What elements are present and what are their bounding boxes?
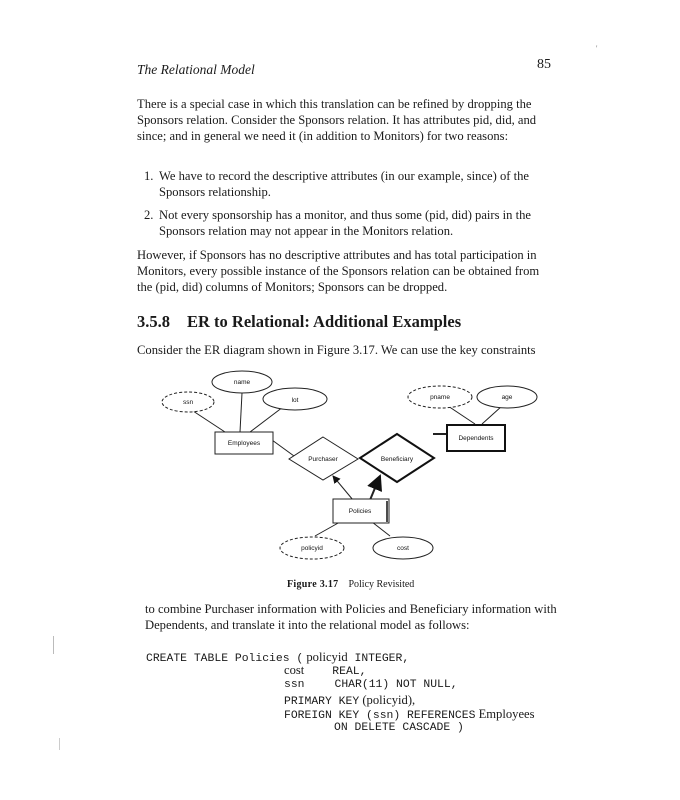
scan-artifact	[53, 636, 54, 654]
scan-artifact	[59, 738, 60, 750]
attr-name-label: name	[233, 379, 251, 386]
list-item	[144, 207, 564, 241]
section-title: ER to Relational: Additional Examples	[187, 312, 462, 331]
paragraph-1: There is a special case in which this translation can be refined by dropping the Sponsors relation. Consider the Sponsors relation. It has attributes pid, did, and since; and in general we need it (in addition to Monitors) for two reasons:	[137, 97, 537, 143]
caption-label: Figure 3.17	[287, 579, 339, 590]
code-primary-key: PRIMARY KEY	[284, 696, 360, 708]
figure-caption	[287, 579, 414, 590]
page-number: 85	[537, 57, 551, 72]
list-number: 1.	[144, 169, 154, 183]
scan-artifact: '	[596, 44, 598, 53]
code-type-integer: INTEGER,	[347, 653, 410, 665]
code-ref-table: Employees	[475, 707, 535, 721]
relationship-purchaser-label: Purchaser	[308, 456, 338, 463]
code-foreign-key: FOREIGN KEY	[284, 710, 360, 722]
entity-employees-label: Employees	[227, 440, 261, 447]
entity-policies-label: Policies	[348, 508, 372, 515]
code-create-table: CREATE TABLE Policies (	[146, 653, 304, 665]
code-primary-key-cols: (policyid),	[359, 693, 416, 707]
running-header: The Relational Model	[137, 62, 255, 77]
caption-text: Policy Revisited	[348, 579, 415, 590]
paragraph-4: to combine Purchaser information with Policies and Beneficiary information with Dependents, and translate it into the relational model as follows:	[145, 602, 557, 632]
attr-ssn-label: ssn	[182, 399, 194, 406]
code-type-char: CHAR(11) NOT NULL,	[334, 679, 458, 691]
code-line-6: ON DELETE CASCADE )	[334, 722, 464, 734]
paragraph-2: However, if Sponsors has no descriptive attributes and has total participation in Monitors, every possible instance of the Sponsors relation can be obtained from the (pid, did) columns of Monitors; Sponsors can be dropped.	[137, 248, 540, 294]
er-diagram	[150, 362, 550, 572]
attr-policyid-label: policyid	[301, 545, 323, 552]
attr-pname-label: pname	[430, 394, 450, 401]
list-text: We have to record the descriptive attributes (in our example, since) of the Sponsors relationship.	[159, 169, 530, 199]
code-line-1	[146, 650, 409, 668]
code-type-real: REAL,	[332, 666, 367, 678]
list-item	[144, 168, 564, 202]
list-number: 2.	[144, 208, 154, 222]
attr-age-label: age	[501, 394, 513, 401]
code-col-cost: cost	[284, 663, 305, 677]
paragraph-3: Consider the ER diagram shown in Figure 3.17. We can use the key constraints	[137, 343, 536, 357]
code-col-policyid: policyid	[303, 650, 348, 664]
attr-lot-label: lot	[291, 397, 299, 404]
section-number: 3.5.8	[137, 312, 170, 331]
section-heading	[137, 312, 461, 332]
code-col-ssn: ssn	[284, 679, 305, 691]
list-text: Not every sponsorship has a monitor, and thus some (pid, did) pairs in the Sponsors relation may not appear in the Monitors relation.	[159, 208, 532, 238]
entity-dependents-label: Dependents	[458, 435, 494, 442]
attr-cost-label: cost	[397, 545, 409, 552]
relationship-beneficiary-label: Beneficiary	[380, 456, 414, 463]
code-line-3	[284, 678, 458, 694]
code-references: (ssn) REFERENCES	[359, 710, 476, 722]
